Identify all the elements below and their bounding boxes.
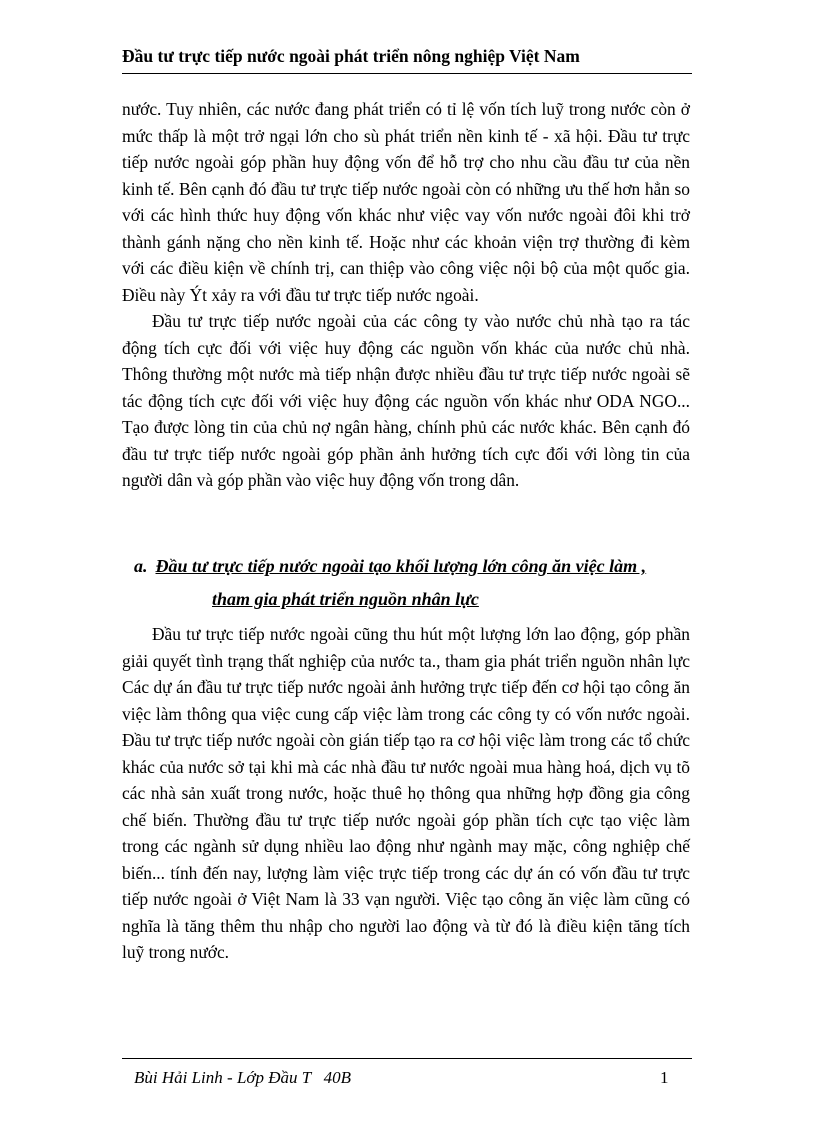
section-heading-line2: tham gia phát triển nguồn nhân lực: [212, 589, 479, 609]
paragraph-1: nước. Tuy nhiên, các nước đang phát triển có tỉ lệ vốn tích luỹ trong nước còn ở mức thấp là một trở ngại lớn cho sù phát triển nền kinh tế - xã hội. Đầu tư trực tiếp nước ngoài góp phần huy động vốn để hỗ trợ cho nhu cầu đầu tư của nền kinh tế. Bên cạnh đó đầu tư trực tiếp nước ngoài còn có những ưu thế hơn hẳn so với các hình thức huy động vốn khác như việc vay vốn nước ngoài đôi khi trở thành gánh nặng cho nền kinh tế. Hoặc như các khoản viện trợ thường đi kèm với các điều kiện về chính trị, can thiệp vào công việc nội bộ của một quốc gia. Điều này Ýt xảy ra với đầu tư trực tiếp nước ngoài.: [122, 99, 690, 305]
paragraph-2: Đầu tư trực tiếp nước ngoài của các công ty vào nước chủ nhà tạo ra tác động tích cực đối với việc huy động các nguồn vốn khác của nước chủ nhà. Thông thường một nước mà tiếp nhận được nhiều đầu tư trực tiếp nước ngoài sẽ tác động tích cực đối với việc huy động các nguồn vốn khác như ODA NGO... Tạo được lòng tin của chủ nợ ngân hàng, chính phủ các nước khác. Bên cạnh đó đầu tư trực tiếp nước ngoài góp phần ảnh hưởng tích cực đối với lòng tin của người dân và góp phần vào việc huy động vốn trong dân.: [122, 311, 690, 490]
paragraph-3: Đầu tư trực tiếp nước ngoài cũng thu hút một lượng lớn lao động, góp phần giải quyết tình trạng thất nghiệp của nước ta., tham gia phát triển nguồn nhân lực Các dự án đầu tư trực tiếp nước ngoài ảnh hưởng trực tiếp đến cơ hội tạo công ăn việc làm thông qua việc cung cấp việc làm trong các công ty có vốn nước ngoài. Đầu tư trực tiếp nước ngoài còn gián tiếp tạo ra cơ hội việc làm trong các tổ chức khác của nước sở tại khi mà các nhà đầu tư nước ngoài mua hàng hoá, dịch vụ tõ các nhà sản xuất trong nước, hoặc thuê họ thông qua những hợp đồng gia công chế biến. Thường đầu tư trực tiếp nước ngoài góp phần tích cực tạo việc làm trong các ngành sử dụng nhiều lao động như ngành may mặc, công nghiệp chế biến... tính đến nay, lượng làm việc trực tiếp trong các dự án có vốn đầu tư trực tiếp nước ngoài ở Việt Nam là 33 vạn người. Việc tạo công ăn việc làm cũng có nghĩa là tăng thêm thu nhập cho người lao động và từ đó là điều kiện tăng tích luỹ trong nước.: [122, 624, 690, 962]
page-number: 1: [660, 1068, 669, 1087]
section-heading: [134, 556, 714, 577]
page-header-title: Đầu tư trực tiếp nước ngoài phát triển nông nghiệp Việt Nam: [122, 46, 580, 66]
section-heading-label: a.: [134, 556, 148, 576]
footer-divider: [122, 1058, 692, 1059]
section-investment-capital: [122, 96, 690, 494]
footer-author: Bùi Hải Linh - Lớp Đầu T 40B: [134, 1068, 352, 1087]
section-employment: [122, 621, 690, 966]
section-heading-line1: Đầu tư trực tiếp nước ngoài tạo khối lượng lớn công ăn việc làm ,: [155, 556, 647, 576]
header-divider: [122, 73, 692, 74]
